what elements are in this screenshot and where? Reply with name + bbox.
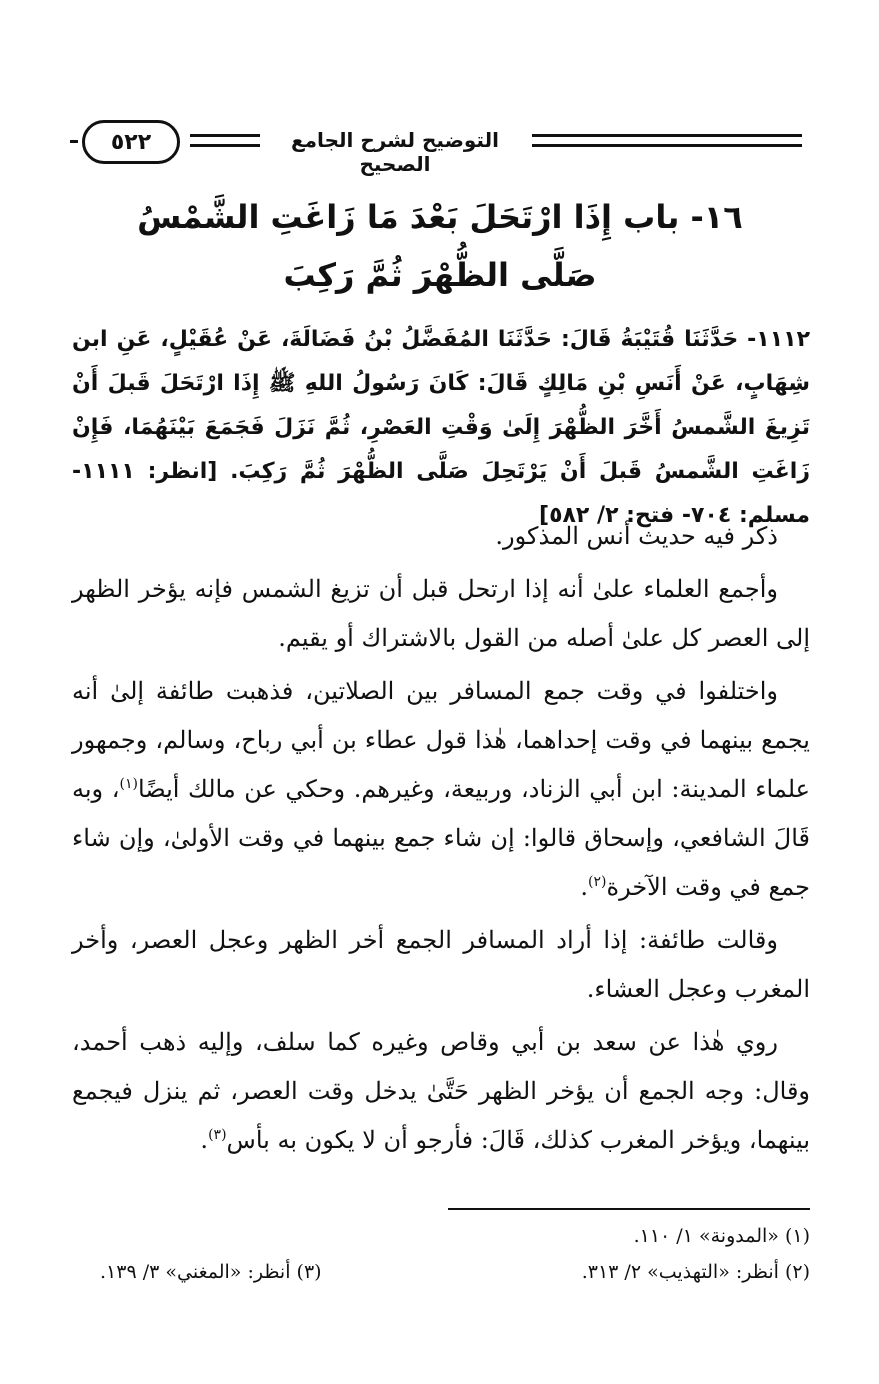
footnote-3: (٣) أنظر: «المغني» ٣/ ١٣٩. [100,1261,322,1283]
footnote-ref-3: (٣) [208,1127,227,1143]
running-title: التوضيح لشرح الجامع الصحيح [291,128,499,176]
paragraph-5-text-a: روي هٰذا عن سعد بن أبي وقاص وغيره كما سلف، وإليه ذهب أحمد، وقال: وجه الجمع أن يؤخر الظهر حَتَّىٰ يدخل وقت العصر، ثم ينزل فيجمع بينهما، ويؤخر المغرب كذلك، قَالَ: فأرجو أن لا يكون به بأس [72,1028,810,1154]
page-number-badge [82,120,180,164]
paragraph-3-text-c: . [580,873,589,901]
footnote-row-1 [100,1218,810,1254]
chapter-heading-line-1: ١٦- باب إِذَا ارْتَحَلَ بَعْدَ مَا زَاغَتِ الشَّمْسُ [137,198,743,236]
header-rule-left [70,140,78,143]
paragraph-3-text-b: ، وبه قَالَ الشافعي، وإسحاق قالوا: إن شاء جمع بينهما في وقت الأولىٰ، وإن شاء جمع في وقت الآخرة [72,775,810,901]
commentary-paragraph-5 [72,1018,810,1165]
footnotes [100,1218,810,1290]
commentary-paragraph-3 [72,667,810,912]
header-rule-right [532,134,802,137]
hadith-text-block [72,318,810,538]
footnote-separator [448,1208,810,1210]
commentary-paragraph-1: ذكر فيه حديث أنس المذكور. [495,522,778,550]
footnote-ref-1: (١) [119,776,138,792]
page-header [70,120,802,176]
footnote-2: (٢) أنظر: «التهذيب» ٢/ ٣١٣. [581,1261,810,1283]
footnote-ref-2: (٢) [588,874,607,890]
page-number: ٥٢٢ [110,129,152,155]
paragraph-5-text-b: . [200,1126,209,1154]
commentary-paragraph-4: وقالت طائفة: إذا أراد المسافر الجمع أخر الظهر وعجل العصر، وأخر المغرب وعجل العشاء. [72,926,810,1003]
commentary-block [72,512,810,1169]
footnote-1: (١) «المدونة» ١/ ١١٠. [633,1225,810,1247]
header-rule-right-2 [532,144,802,147]
paragraph-3-text-a: واختلفوا في وقت جمع المسافر بين الصلاتين، فذهبت طائفة إلىٰ أنه يجمع بينهما في وقت إحداهما، هٰذا قول عطاء بن أبي رباح، وسالم، وجمهور علماء المدينة: ابن أبي الزناد، وربيعة، وغيرهم. وحكي عن مالك أيضًا [72,677,810,803]
hadith-text: ١١١٢- حَدَّثَنَا قُتَيْبَةُ قَالَ: حَدَّثَنَا المُفَضَّلُ بْنُ فَضَالَةَ، عَنْ عُقَيْلٍ، عَنِ ابن شِهَابٍ، عَنْ أَنَسِ بْنِ مَالِكٍ قَالَ: كَانَ رَسُولُ اللهِ ﷺ إِذَا ارْتَحَلَ قَبلَ أَنْ تَزِيغَ الشَّمسُ أَخَّرَ الظُّهْرَ إِلَىٰ وَقْتِ العَصْرِ، ثُمَّ نَزَلَ فَجَمَعَ بَيْنَهُمَا، فَإِنْ زَاغَتِ الشَّمسُ قَبلَ أَنْ يَرْتَحِلَ صَلَّى الظُّهْرَ ثُمَّ رَكِبَ. [انظر: ١١١١- مسلم: ٧٠٤- فتح: ٢/ ٥٨٢] [72,327,810,528]
footnote-row-2 [100,1254,810,1290]
chapter-heading [70,188,810,304]
header-rule-middle-2 [190,144,260,147]
chapter-heading-line-2: صَلَّى الظُّهْرَ ثُمَّ رَكِبَ [283,256,597,294]
commentary-paragraph-2: وأجمع العلماء علىٰ أنه إذا ارتحل قبل أن تزيغ الشمس فإنه يؤخر الظهر إلى العصر كل علىٰ أصله من القول بالاشتراك أو يقيم. [72,575,810,652]
header-rule-middle [190,134,260,137]
